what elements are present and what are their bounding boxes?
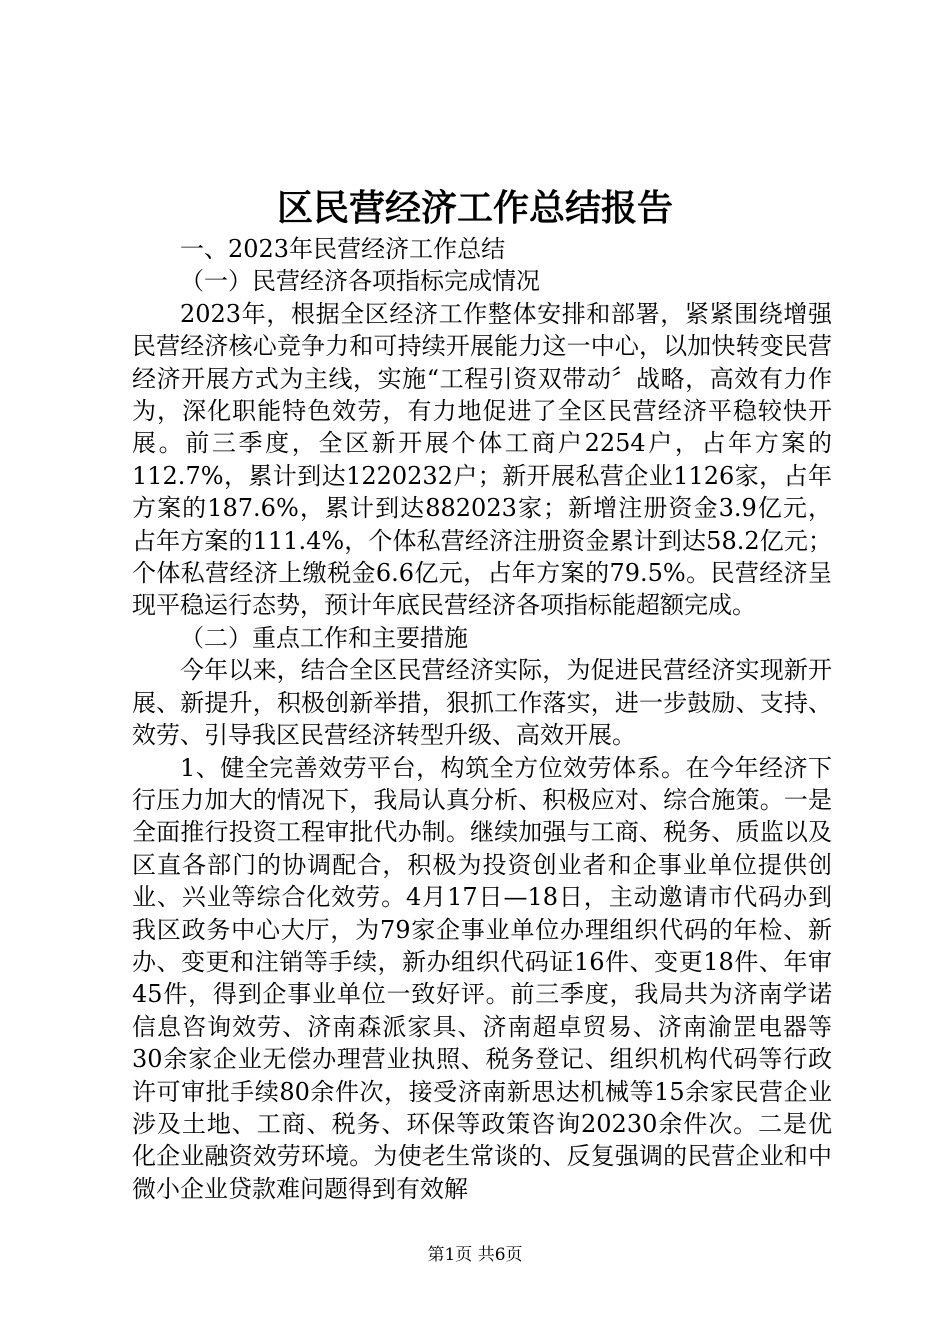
- page-footer: 第1页 共6页: [427, 1245, 523, 1265]
- subsection-heading-2: （二）重点工作和主要措施: [180, 623, 468, 652]
- document-body: [132, 233, 832, 1205]
- document-title: 区民营经济工作总结报告: [276, 187, 673, 229]
- section-heading: 一、2023年民营经济工作总结: [180, 235, 506, 263]
- paragraph-3: 1、健全完善效劳平台，构筑全方位效劳体系。在今年经济下行压力加大的情况下，我局认真分析、积极应对、综合施策。一是全面推行投资工程审批代办制。继续加强与工商、税务、质监以及区直各部门的协调配合，积极为投资创业者和企事业单位提供创业、兴业等综合化效劳。4月17日—18日，主动邀请市代码办到我区政务中心大厅，为79家企事业单位办理组织代码的年检、新办、变更和注销等手续，新办组织代码证16件、变更18件、年审45件，得到企事业单位一致好评。前三季度，我局共为济南学诺信息咨询效劳、济南森派家具、济南超卓贸易、济南渝罡电器等30余家企业无偿办理营业执照、税务登记、组织机构代码等行政许可审批手续80余件次，接受济南新思达机械等15余家民营企业涉及土地、工商、税务、环保等政策咨询20230余件次。二是优化企业融资效劳环境。为使老生常谈的、反复强调的民营企业和中微小企业贷款难问题得到有效解: [132, 753, 832, 1203]
- subsection-heading-1: （一）民营经济各项指标完成情况: [180, 267, 540, 296]
- paragraph-1: 2023年，根据全区经济工作整体安排和部署，紧紧围绕增强民营经济核心竞争力和可持续开展能力这一中心，以加快转变民营经济开展方式为主线，实施“工程引资双带动〞战略，高效有力作为，深化职能特色效劳，有力地促进了全区民营经济平稳较快开展。前三季度，全区新开展个体工商户2254户，占年方案的112.7%，累计到达1220232户；新开展私营企业1126家，占年方案的187.6%，累计到达882023家；新增注册资金3.9亿元，占年方案的111.4%，个体私营经济注册资金累计到达58.2亿元；个体私营经济上缴税金6.6亿元，占年方案的79.5%。民营经济呈现平稳运行态势，预计年底民营经济各项指标能超额完成。: [132, 299, 832, 620]
- paragraph-2: 今年以来，结合全区民营经济实际，为促进民营经济实现新开展、新提升，积极创新举措，狠抓工作落实，进一步鼓励、支持、效劳、引导我区民营经济转型升级、高效开展。: [132, 656, 832, 750]
